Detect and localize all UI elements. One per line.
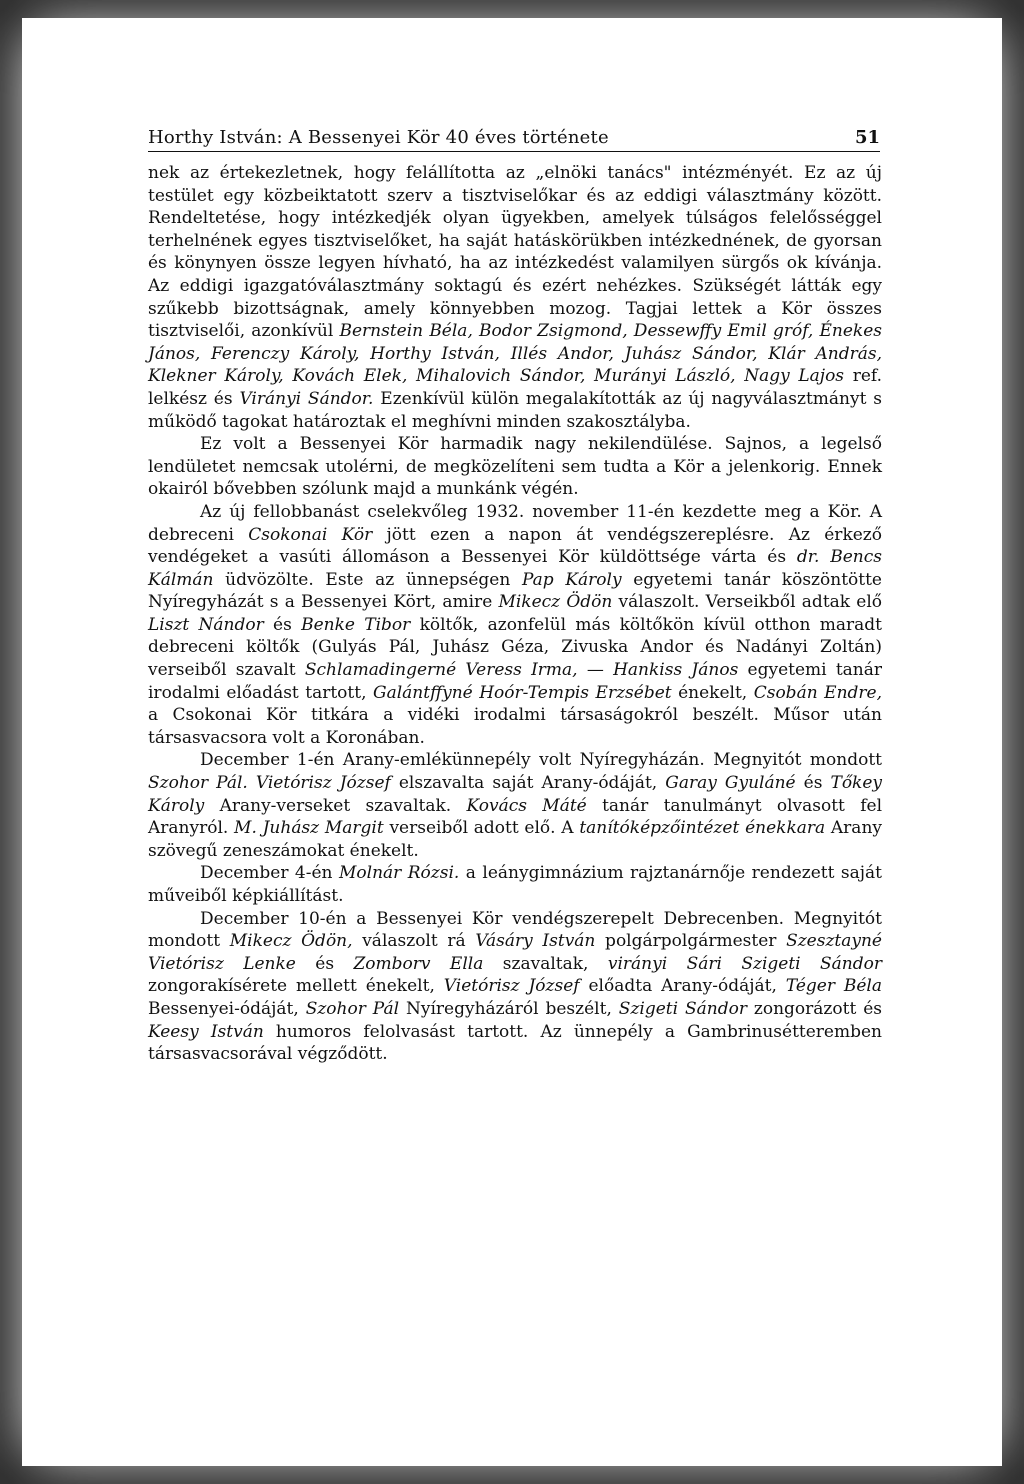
italic-name: Szigeti Sándor: [618, 998, 747, 1019]
paragraph: [148, 749, 882, 862]
italic-name: Molnár Rózsi.: [338, 863, 460, 884]
text-run: énekelt,: [671, 682, 754, 703]
italic-name: Kovács Máté: [466, 795, 587, 816]
paragraph: [148, 433, 882, 501]
italic-name: Csokonai Kör: [248, 524, 373, 545]
italic-name: Liszt Nándor: [148, 614, 264, 635]
text-run: tanár tanulmányt olvasott fel Aranyról.: [148, 795, 883, 839]
text-run: December 4-én: [200, 863, 339, 884]
italic-name: énekkara: [745, 818, 826, 839]
page-number: 51: [854, 127, 880, 148]
text-run: egyetemi tanár irodalmi előadást tartott,: [148, 660, 883, 703]
italic-name: M. Juhász Margit: [234, 818, 384, 839]
text-run: Arany-verseket szavaltak.: [204, 795, 467, 816]
text-run: Nyíregyházáról beszélt,: [399, 998, 619, 1019]
text-run: és: [795, 773, 831, 794]
italic-name: virányi Sári Szigeti Sándor: [607, 953, 882, 974]
paragraph: [148, 908, 882, 1066]
italic-name: Szohor Pál.: [148, 773, 248, 794]
body-text: [148, 162, 882, 1066]
text-run: szavaltak,: [483, 953, 608, 974]
text-run: Bessenyei-ódáját,: [148, 998, 306, 1019]
text-run: egyetemi tanár köszöntötte Nyíregyházát s a Bessenyei Kört, amire: [148, 569, 882, 613]
italic-name: Csobán Endre,: [753, 682, 882, 703]
text-run: zongorázott és: [746, 998, 883, 1019]
text-run: ref. lelkész és: [148, 366, 882, 409]
text-run: Ez volt a Bessenyei Kör harmadik nagy nekilendülése. Sajnos, a legelső lendületet nemcsak utolérni, de megközelíteni sem tudta a Kör a jelenkorig. Ennek okairól bővebben szólunk majd a munkánk végén.: [148, 434, 882, 500]
text-run: [248, 773, 256, 793]
italic-name: Bernstein Béla, Bodor Zsigmond, Dessewffy Emil gróf, Énekes János, Ferenczy Károly, Horthy István, Illés Andor, Juhász Sándor, Klár András, Klekner Károly, Kovách Elek, Mihalovich Sándor, Murányi László, Nagy Lajos: [148, 321, 883, 387]
text-run: válaszolt. Verseikből adtak elő: [612, 592, 883, 613]
italic-name: Galántffyné Hoór-Tempis Erzsébet: [373, 682, 672, 703]
italic-name: Mikecz Ödön: [498, 592, 613, 613]
italic-name: Virányi Sándor.: [239, 388, 374, 409]
italic-name: Mikecz Ödön,: [229, 931, 353, 952]
text-run: December 1-én Arany-emlékünnepély volt Nyíregyházán. Megnyitót mondott: [200, 750, 882, 771]
italic-name: Schlamadingerné Veress Irma,: [304, 660, 578, 681]
text-run: December 10-én a Bessenyei Kör vendégszerepelt Debrecenben. Megnyitót mondott: [148, 908, 882, 952]
text-run: és: [263, 614, 302, 635]
text-run: humoros felolvasást tartott. Az ünnepély a Gambrinusétteremben társasvacsorával végződött.: [148, 1021, 882, 1065]
italic-name: Vietórisz József: [255, 773, 391, 794]
running-title: Horthy István: A Bessenyei Kör 40 éves története: [148, 127, 609, 148]
text-run: zongorakísérete mellett énekelt,: [148, 976, 444, 997]
text-run: és: [295, 953, 354, 974]
text-run: Az új fellobbanást cselekvőleg 1932. november 11-én kezdette meg a Kör. A debreceni: [148, 501, 882, 545]
text-run: előadta Arany-ódáját,: [579, 976, 786, 997]
text-run: Ezenkívül külön megalakították az új nagyválasztmányt s működő tagokat határoztak el meghívni minden szakosztályba.: [148, 388, 882, 432]
paragraph: [148, 501, 882, 750]
italic-name: Vietórisz József: [443, 976, 580, 997]
italic-name: Vásáry István: [475, 931, 596, 952]
text-run: üdvözölte. Este az ünnepségen: [213, 569, 522, 590]
italic-name: Pap Károly: [521, 569, 622, 590]
italic-name: Keesy István: [148, 1021, 264, 1042]
text-run: a leánygimnázium rajztanárnője rendezett saját műveiből képkiállítást.: [148, 863, 883, 906]
italic-name: Garay Gyuláné: [665, 773, 796, 794]
italic-name: Zomborv Ella: [353, 953, 484, 974]
italic-name: Téger Béla: [785, 976, 882, 997]
italic-name: Tőkey Károly: [148, 773, 883, 816]
italic-name: Szesztayné Vietórisz Lenke: [148, 931, 882, 974]
paragraph: [148, 162, 882, 433]
italic-name: tanítóképzőintézet: [579, 818, 740, 839]
text-run: polgárpolgármester: [595, 931, 787, 952]
text-run: válaszolt rá: [352, 931, 476, 952]
italic-name: dr. Bencs Kálmán: [148, 547, 882, 590]
italic-name: Hankiss János: [613, 660, 739, 681]
text-run: nek az értekezletnek, hogy felállította az „elnöki tanács" intézményét. Ez az új testület egy közbeiktatott szerv a tisztviselőkar és az eddigi választmány között. Rendeltetése, hogy intézkedjék olyan ügyekben, amelyek túlságos felelősséggel terhelnének egyes tisztviselőket, ha saját hatáskörükben intézkednének, de gyorsan és könynyen össze legyen hívható, ha az intézkedést valamilyen sürgős ok kívánja. Az eddigi igazgatóválasztmány soktagú és ezért nehézkes. Szükségét látták egy szűkebb bizottságnak, amely könnyebben mozog. Tagjai lettek a Kör összes tisztviselői, azonkívül: [148, 163, 882, 342]
text-run: jött ezen a napon át vendégszereplésre. Az érkező vendégeket a vasúti állomáson a Bessenyei Kör küldöttsége várta és: [148, 524, 882, 568]
text-run: —: [577, 660, 614, 681]
text-run: elszavalta saját Arany-ódáját,: [390, 773, 666, 794]
text-run: Arany szövegű zeneszámokat énekelt.: [148, 818, 882, 861]
text-run: verseiből adott elő. A: [383, 818, 580, 839]
text-run: a Csokonai Kör titkára a vidéki irodalmi társaságokról beszélt. Műsor után társasvacsora volt a Koronában.: [148, 705, 882, 748]
paragraph: [148, 862, 882, 907]
italic-name: Szohor Pál: [305, 998, 400, 1019]
italic-name: Benke Tibor: [301, 614, 411, 635]
running-header: [148, 112, 880, 152]
text-run: költők, azonfelül más költőkön kívül otthon maradt debreceni költők (Gulyás Pál, Juhász Géza, Zivuska Andor és Nadányi Zoltán) verseiből szavalt: [148, 614, 883, 681]
